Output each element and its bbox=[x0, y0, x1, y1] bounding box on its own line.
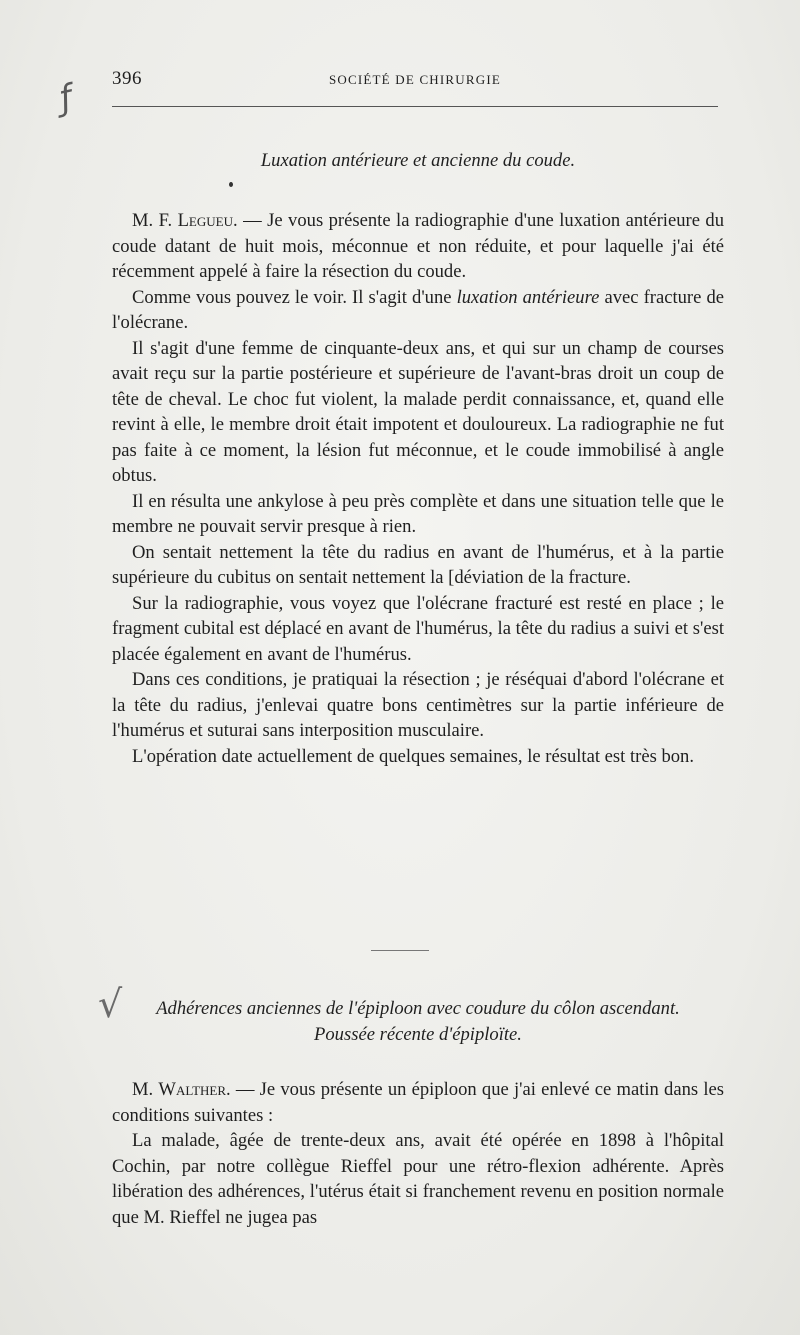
margin-check-mark: √ bbox=[98, 982, 123, 1026]
paragraph: Dans ces conditions, je pratiquai la résection ; je réséquai d'abord l'olécrane et la tête du radius, j'enlevai quatre bons centimètres sur la partie inférieure de l'humérus et suturai sans interposition musculaire. bbox=[112, 669, 724, 741]
section-title-luxation: Luxation antérieure et ancienne du coude. bbox=[260, 150, 576, 171]
margin-pencil-mark: ƒ bbox=[55, 77, 77, 119]
paragraph: La malade, âgée de trente-deux ans, avait été opérée en 1898 à l'hôpital Cochin, par notre collègue Rieffel pour une rétro-flexion adhérente. Après libération des adhérences, l'utérus était si franchement revenu en position normale que M. Rieffel ne jugea pas bbox=[112, 1130, 724, 1228]
title-line: Poussée récente d'épiploïte. bbox=[314, 1023, 522, 1045]
section-body-epiploon bbox=[112, 1077, 724, 1230]
paragraph: Sur la radiographie, vous voyez que l'olécrane fracturé est resté en place ; le fragment cubital est déplacé en avant de l'humérus, la tête du radius a suivi et s'est placée également en avant de l'humérus. bbox=[112, 592, 724, 665]
paragraph-text: . — Je vous présente un épiploon que j'ai enlevé ce matin dans les conditions suivantes : bbox=[112, 1079, 724, 1126]
page-number: 396 bbox=[112, 68, 142, 89]
page-header bbox=[112, 68, 718, 94]
paragraph-text: avec fracture de l'olécrane. bbox=[112, 286, 724, 333]
paragraph-text: . — Je vous présente la radiographie d'une luxation antérieure du coude datant de huit mois, méconnue et non réduite, et pour laquelle j'ai été récemment appelé à faire la résection du coude. bbox=[112, 210, 724, 282]
title-line: Adhérences anciennes de l'épiploon avec coudure du côlon ascendant. bbox=[156, 998, 680, 1019]
emphasis: luxation antérieure bbox=[456, 286, 600, 308]
speaker-prefix: M. F. bbox=[132, 210, 178, 231]
section-body-luxation bbox=[112, 208, 724, 769]
running-head: SOCIÉTÉ DE CHIRURGIE bbox=[328, 72, 502, 87]
paragraph: L'opération date actuellement de quelques semaines, le résultat est très bon. bbox=[132, 745, 694, 767]
section-title-epiploon bbox=[112, 996, 724, 1047]
speaker-prefix: M. bbox=[132, 1079, 159, 1100]
paragraph-text: Comme vous pouvez le voir. Il s'agit d'une bbox=[132, 286, 457, 308]
speaker-name: Legueu bbox=[177, 210, 233, 231]
ink-dot bbox=[229, 182, 233, 187]
paragraph bbox=[112, 285, 724, 336]
paragraph: Il en résulta une ankylose à peu près complète et dans une situation telle que le membre ne pouvait servir presque à rien. bbox=[112, 490, 724, 537]
speaker-name: Walther bbox=[158, 1079, 227, 1100]
header-rule bbox=[112, 106, 718, 107]
paragraph bbox=[112, 1077, 724, 1128]
paragraph bbox=[112, 208, 724, 285]
paragraph: On sentait nettement la tête du radius en avant de l'humérus, et à la partie supérieure du cubitus on sentait nettement la [déviation de la fracture. bbox=[112, 541, 724, 588]
section-separator bbox=[371, 950, 429, 951]
paragraph: Il s'agit d'une femme de cinquante-deux ans, et qui sur un champ de courses avait reçu sur la partie postérieure et supérieure de l'avant-bras droit un coup de tête de cheval. Le choc fut violent, la malade perdit connaissance, et, quand elle revint à elle, le membre droit était impotent et douloureux. La radiographie ne fut pas faite à ce moment, la lésion fut méconnue, et le coude immobilisé à angle obtus. bbox=[112, 337, 724, 486]
